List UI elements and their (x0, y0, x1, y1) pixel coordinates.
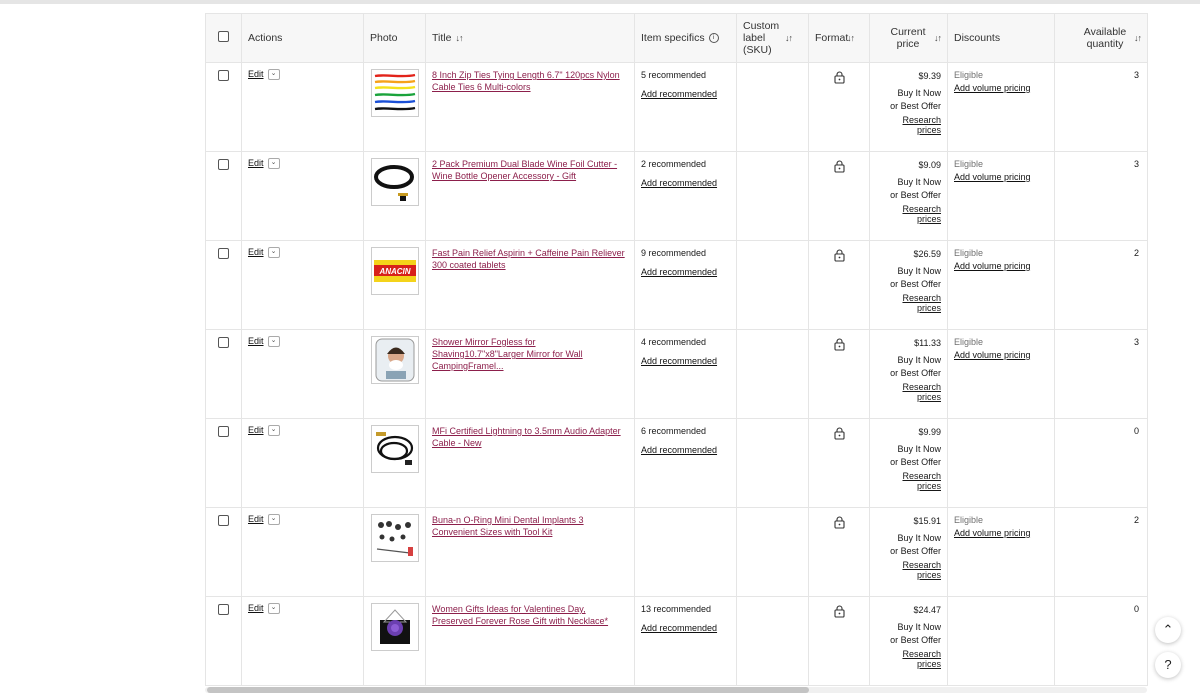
edit-link[interactable]: Edit (248, 69, 264, 80)
row-actions (242, 508, 364, 597)
col-discounts (948, 14, 1055, 63)
sort-icon[interactable]: ↓↑ (785, 33, 792, 43)
item-photo[interactable] (371, 336, 419, 384)
row-price-cell (870, 419, 948, 508)
specifics-count: 4 recommended (641, 337, 707, 347)
row-discounts-cell (948, 241, 1055, 330)
row-format-cell (809, 508, 870, 597)
item-title-link[interactable]: 2 Pack Premium Dual Blade Wine Foil Cutter - Wine Bottle Opener Accessory - Gift (432, 159, 618, 181)
lock-icon (834, 427, 845, 440)
row-price-cell (870, 508, 948, 597)
sort-icon[interactable]: ↓↑ (934, 33, 941, 43)
chevron-down-icon[interactable]: ⌄ (268, 69, 280, 80)
row-format-cell (809, 63, 870, 152)
best-offer-label: or Best Offer (890, 546, 941, 556)
row-photo-cell (364, 419, 426, 508)
row-checkbox[interactable] (218, 604, 229, 615)
row-title-cell (426, 597, 635, 686)
edit-link[interactable]: Edit (248, 158, 264, 169)
table-body (206, 63, 1148, 686)
row-custom-label-cell[interactable] (737, 419, 809, 508)
available-quantity[interactable]: 2 (1133, 248, 1139, 258)
row-format-cell (809, 241, 870, 330)
horizontal-scrollbar-thumb[interactable] (207, 687, 809, 693)
research-prices-link[interactable] (876, 382, 941, 402)
prices-text: prices (916, 125, 941, 135)
discount-eligible-label: Eligible (954, 159, 984, 169)
row-title-cell (426, 508, 635, 597)
col-available-quantity-label: Available quantity (1083, 26, 1127, 50)
row-format-cell (809, 330, 870, 419)
prices-text: prices (916, 481, 941, 491)
chevron-down-icon[interactable]: ⌄ (268, 247, 280, 258)
chevron-down-icon[interactable]: ⌄ (268, 336, 280, 347)
row-price-cell (870, 241, 948, 330)
specifics-count: 13 recommended (641, 604, 712, 614)
item-title-link[interactable]: Buna-n O-Ring Mini Dental Implants 3 Convenient Sizes with Tool Kit (432, 515, 584, 537)
row-price-cell (870, 597, 948, 686)
sort-icon[interactable]: ↓↑ (847, 33, 854, 43)
row-specifics-cell (635, 63, 737, 152)
help-label: ? (1164, 657, 1172, 672)
item-photo[interactable] (371, 603, 419, 651)
buy-it-now-label: Buy It Now (897, 533, 941, 543)
table-row (206, 508, 1148, 597)
col-custom-label-label: Custom label (SKU) (743, 20, 780, 56)
row-actions (242, 63, 364, 152)
row-quantity-cell (1055, 241, 1148, 330)
row-select-cell (206, 63, 242, 152)
add-recommended-link[interactable]: Add recommended (641, 178, 718, 188)
row-title-cell (426, 419, 635, 508)
edit-link[interactable]: Edit (248, 336, 264, 347)
discount-eligible-label: Eligible (954, 70, 984, 80)
row-title-cell (426, 330, 635, 419)
edit-link[interactable]: Edit (248, 247, 264, 258)
col-current-price-label: Current price (890, 26, 926, 50)
table-header-row (206, 14, 1148, 63)
row-specifics-cell (635, 419, 737, 508)
row-quantity-cell (1055, 419, 1148, 508)
specifics-count: 6 recommended (641, 426, 707, 436)
sort-icon[interactable]: ↓↑ (455, 33, 463, 43)
row-discounts-cell (948, 63, 1055, 152)
add-recommended-link[interactable]: Add recommended (641, 267, 718, 277)
best-offer-label: or Best Offer (890, 635, 941, 645)
row-select-cell (206, 419, 242, 508)
best-offer-label: or Best Offer (890, 101, 941, 111)
lock-icon (834, 516, 845, 529)
discount-eligible-label: Eligible (954, 337, 984, 347)
research-prices-link[interactable] (876, 471, 941, 491)
row-custom-label-cell[interactable] (737, 330, 809, 419)
add-recommended-link[interactable]: Add recommended (641, 89, 718, 99)
col-actions-label: Actions (248, 32, 283, 44)
row-discounts-cell (948, 597, 1055, 686)
table-row (206, 597, 1148, 686)
item-price[interactable]: $26.59 (913, 249, 941, 259)
buy-it-now-label: Buy It Now (897, 177, 941, 187)
prices-text: prices (916, 214, 941, 224)
available-quantity[interactable]: 2 (1133, 515, 1139, 525)
row-actions (242, 419, 364, 508)
item-photo[interactable] (371, 425, 419, 473)
row-title-cell (426, 241, 635, 330)
prices-text: prices (916, 303, 941, 313)
row-quantity-cell (1055, 152, 1148, 241)
row-photo-cell (364, 330, 426, 419)
row-photo-cell (364, 508, 426, 597)
best-offer-label: or Best Offer (890, 457, 941, 467)
row-select-cell (206, 597, 242, 686)
row-quantity-cell (1055, 63, 1148, 152)
buy-it-now-label: Buy It Now (897, 622, 941, 632)
research-text: Research (902, 382, 941, 392)
research-prices-link[interactable] (876, 649, 941, 669)
row-checkbox[interactable] (218, 426, 229, 437)
item-title-link[interactable]: Fast Pain Relief Aspirin + Caffeine Pain Reliever 300 coated tablets (432, 248, 625, 270)
row-select-cell (206, 330, 242, 419)
row-specifics-cell (635, 152, 737, 241)
item-photo[interactable] (371, 247, 419, 295)
specifics-count: 9 recommended (641, 248, 707, 258)
row-photo-cell (364, 597, 426, 686)
chevron-down-icon[interactable]: ⌄ (268, 603, 280, 614)
row-actions (242, 152, 364, 241)
row-checkbox[interactable] (218, 159, 229, 170)
buy-it-now-label: Buy It Now (897, 355, 941, 365)
col-actions (242, 14, 364, 63)
chevron-down-icon[interactable]: ⌄ (268, 425, 280, 436)
col-title[interactable] (426, 14, 635, 63)
listings-table (205, 13, 1148, 686)
buy-it-now-label: Buy It Now (897, 444, 941, 454)
item-title-link[interactable]: Women Gifts Ideas for Valentines Day, Preserved Forever Rose Gift with Necklace* (432, 604, 609, 626)
lock-icon (834, 338, 845, 351)
row-actions (242, 330, 364, 419)
row-format-cell (809, 152, 870, 241)
row-price-cell (870, 152, 948, 241)
table-row (206, 330, 1148, 419)
research-prices-link[interactable] (876, 115, 941, 135)
row-discounts-cell (948, 330, 1055, 419)
add-recommended-link[interactable]: Add recommended (641, 356, 718, 366)
help-button[interactable] (1155, 652, 1181, 678)
available-quantity[interactable]: 0 (1133, 604, 1139, 614)
row-custom-label-cell[interactable] (737, 63, 809, 152)
row-quantity-cell (1055, 597, 1148, 686)
research-prices-link[interactable] (876, 293, 941, 313)
row-quantity-cell (1055, 508, 1148, 597)
col-current-price[interactable] (870, 14, 948, 63)
col-format[interactable] (809, 14, 870, 63)
select-all-checkbox[interactable] (218, 31, 229, 42)
row-checkbox[interactable] (218, 248, 229, 259)
buy-it-now-label: Buy It Now (897, 266, 941, 276)
row-discounts-cell (948, 152, 1055, 241)
row-title-cell (426, 63, 635, 152)
row-price-cell (870, 330, 948, 419)
add-recommended-link[interactable]: Add recommended (641, 445, 718, 455)
col-photo-label: Photo (370, 32, 398, 44)
lock-icon (834, 71, 845, 84)
research-text: Research (902, 293, 941, 303)
specifics-count: 5 recommended (641, 70, 707, 80)
edit-link[interactable]: Edit (248, 603, 264, 614)
prices-text: prices (916, 659, 941, 669)
select-all-cell (206, 14, 242, 63)
best-offer-label: or Best Offer (890, 368, 941, 378)
item-price[interactable]: $15.91 (913, 516, 941, 526)
row-specifics-cell (635, 241, 737, 330)
row-discounts-cell (948, 508, 1055, 597)
row-checkbox[interactable] (218, 515, 229, 526)
col-available-quantity[interactable] (1055, 14, 1148, 63)
row-select-cell (206, 241, 242, 330)
edit-link[interactable]: Edit (248, 514, 264, 525)
research-prices-link[interactable] (876, 204, 941, 224)
table-row (206, 241, 1148, 330)
lock-icon (834, 249, 845, 262)
item-title-link[interactable]: 8 Inch Zip Ties Tying Length 6.7" 120pcs Nylon Cable Ties 6 Multi-colors (432, 70, 620, 92)
lock-icon (834, 605, 845, 618)
lock-icon (834, 160, 845, 173)
chevron-down-icon[interactable]: ⌄ (268, 514, 280, 525)
add-volume-pricing-link[interactable]: Add volume pricing (954, 528, 1031, 538)
col-discounts-label: Discounts (954, 32, 1001, 44)
best-offer-label: or Best Offer (890, 190, 941, 200)
item-photo[interactable] (371, 514, 419, 562)
row-quantity-cell (1055, 330, 1148, 419)
col-item-specifics (635, 14, 737, 63)
row-custom-label-cell[interactable] (737, 152, 809, 241)
item-price[interactable]: $24.47 (913, 605, 941, 615)
row-photo-cell (364, 241, 426, 330)
top-border (0, 0, 1200, 4)
item-title-link[interactable]: Shower Mirror Fogless for Shaving10.7"x8"Larger Mirror for Wall CampingFramel... (432, 337, 583, 371)
row-specifics-cell (635, 597, 737, 686)
item-price[interactable]: $11.33 (914, 338, 941, 348)
row-checkbox[interactable] (218, 70, 229, 81)
scroll-to-top-button[interactable] (1155, 617, 1181, 643)
row-price-cell (870, 63, 948, 152)
row-actions (242, 597, 364, 686)
svg-text:ANACIN: ANACIN (379, 267, 411, 276)
row-specifics-cell (635, 330, 737, 419)
item-photo[interactable] (371, 69, 419, 117)
row-format-cell (809, 419, 870, 508)
research-text: Research (902, 115, 941, 125)
buy-it-now-label: Buy It Now (897, 88, 941, 98)
col-item-specifics-label: Item specifics (641, 32, 705, 44)
add-volume-pricing-link[interactable]: Add volume pricing (954, 261, 1031, 271)
row-format-cell (809, 597, 870, 686)
table-row (206, 419, 1148, 508)
info-icon[interactable]: i (709, 33, 719, 43)
specifics-count: 2 recommended (641, 159, 707, 169)
available-quantity[interactable]: 3 (1133, 70, 1139, 80)
item-price[interactable]: $9.39 (918, 71, 941, 81)
col-title-label: Title (432, 32, 452, 44)
discount-eligible-label: Eligible (954, 515, 984, 525)
row-custom-label-cell[interactable] (737, 597, 809, 686)
add-volume-pricing-link[interactable]: Add volume pricing (954, 350, 1031, 360)
research-prices-link[interactable] (876, 560, 941, 580)
col-photo (364, 14, 426, 63)
available-quantity[interactable]: 3 (1133, 159, 1139, 169)
row-custom-label-cell[interactable] (737, 508, 809, 597)
row-title-cell (426, 152, 635, 241)
research-text: Research (902, 471, 941, 481)
add-recommended-link[interactable]: Add recommended (641, 623, 718, 633)
row-photo-cell (364, 63, 426, 152)
row-discounts-cell (948, 419, 1055, 508)
item-price[interactable]: $9.99 (918, 427, 941, 437)
chevron-up-icon: ⌃ (1162, 622, 1174, 637)
research-text: Research (902, 560, 941, 570)
add-volume-pricing-link[interactable]: Add volume pricing (954, 83, 1031, 93)
add-volume-pricing-link[interactable]: Add volume pricing (954, 172, 1031, 182)
research-text: Research (902, 204, 941, 214)
listings-table-container (205, 13, 1147, 687)
edit-link[interactable]: Edit (248, 425, 264, 436)
available-quantity[interactable]: 3 (1133, 337, 1139, 347)
row-custom-label-cell[interactable] (737, 241, 809, 330)
row-checkbox[interactable] (218, 337, 229, 348)
row-specifics-cell (635, 508, 737, 597)
sort-icon[interactable]: ↓↑ (1134, 33, 1141, 43)
col-custom-label[interactable] (737, 14, 809, 63)
research-text: Research (902, 649, 941, 659)
table-row (206, 152, 1148, 241)
col-format-label: Format (815, 32, 849, 44)
chevron-down-icon[interactable]: ⌄ (268, 158, 280, 169)
row-photo-cell (364, 152, 426, 241)
discount-eligible-label: Eligible (954, 248, 984, 258)
table-row (206, 63, 1148, 152)
prices-text: prices (916, 392, 941, 402)
prices-text: prices (916, 570, 941, 580)
row-actions (242, 241, 364, 330)
row-select-cell (206, 508, 242, 597)
available-quantity[interactable]: 0 (1133, 426, 1139, 436)
item-title-link[interactable]: MFi Certified Lightning to 3.5mm Audio Adapter Cable - New (432, 426, 621, 448)
item-photo[interactable] (371, 158, 419, 206)
item-price[interactable]: $9.09 (918, 160, 941, 170)
row-select-cell (206, 152, 242, 241)
best-offer-label: or Best Offer (890, 279, 941, 289)
